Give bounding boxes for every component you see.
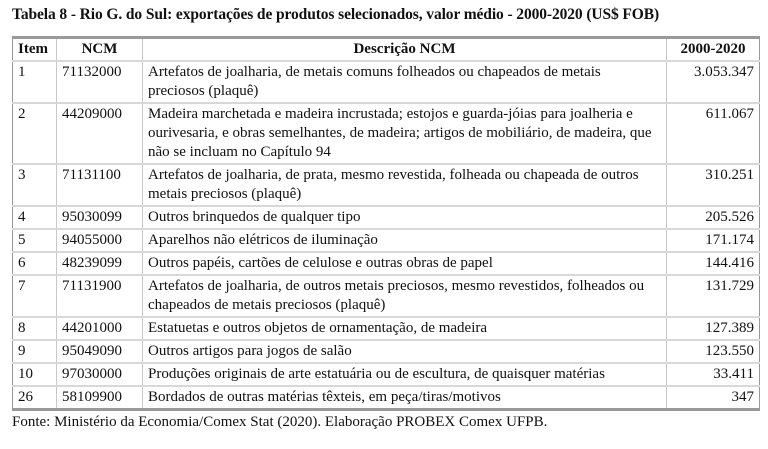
table-row (13, 103, 760, 164)
cell-ncm: 71131100 (57, 164, 143, 206)
header-value: 2000-2020 (667, 38, 760, 62)
cell-description: Outros papéis, cartões de celulose e outras obras de papel (143, 252, 667, 275)
cell-item: 7 (13, 275, 57, 317)
cell-item: 9 (13, 340, 57, 363)
table-row (13, 275, 760, 317)
cell-description: Outros brinquedos de qualquer tipo (143, 206, 667, 229)
cell-description: Aparelhos não elétricos de iluminação (143, 229, 667, 252)
cell-ncm: 95030099 (57, 206, 143, 229)
cell-description: Outros artigos para jogos de salão (143, 340, 667, 363)
table-row (13, 164, 760, 206)
header-ncm: NCM (57, 38, 143, 62)
cell-item: 10 (13, 363, 57, 386)
cell-ncm: 58109900 (57, 386, 143, 410)
cell-ncm: 97030000 (57, 363, 143, 386)
cell-item: 1 (13, 61, 57, 103)
table-row (13, 229, 760, 252)
table-row (13, 206, 760, 229)
cell-value: 33.411 (667, 363, 760, 386)
cell-value: 144.416 (667, 252, 760, 275)
table-row (13, 317, 760, 340)
cell-value: 127.389 (667, 317, 760, 340)
table-header-row (13, 38, 760, 62)
cell-ncm: 48239099 (57, 252, 143, 275)
table-row (13, 61, 760, 103)
cell-description: Artefatos de joalharia, de outros metais preciosos, mesmo revestidos, folheados ou chapeados de metais preciosos (plaquê) (143, 275, 667, 317)
cell-description: Bordados de outras matérias têxteis, em peça/tiras/motivos (143, 386, 667, 410)
cell-item: 5 (13, 229, 57, 252)
cell-item: 26 (13, 386, 57, 410)
cell-value: 611.067 (667, 103, 760, 164)
cell-item: 4 (13, 206, 57, 229)
cell-value: 3.053.347 (667, 61, 760, 103)
table-row (13, 386, 760, 410)
cell-description: Madeira marchetada e madeira incrustada; estojos e guarda-jóias para joalheria e ourivesaria, e obras semelhantes, de madeira; artigos de mobiliário, de madeira, que não se incluam no Capítulo 94 (143, 103, 667, 164)
cell-item: 6 (13, 252, 57, 275)
cell-ncm: 71131900 (57, 275, 143, 317)
cell-ncm: 71132000 (57, 61, 143, 103)
header-item: Item (13, 38, 57, 62)
cell-value: 131.729 (667, 275, 760, 317)
cell-item: 2 (13, 103, 57, 164)
cell-value: 347 (667, 386, 760, 410)
header-description: Descrição NCM (143, 38, 667, 62)
cell-item: 8 (13, 317, 57, 340)
table-row (13, 340, 760, 363)
table-title: Tabela 8 - Rio G. do Sul: exportações de produtos selecionados, valor médio - 2000-2020 (US$ FOB) (12, 6, 660, 23)
cell-description: Artefatos de joalharia, de prata, mesmo revestida, folheada ou chapeada de outros metais preciosos (plaquê) (143, 164, 667, 206)
cell-value: 171.174 (667, 229, 760, 252)
cell-ncm: 94055000 (57, 229, 143, 252)
cell-ncm: 44209000 (57, 103, 143, 164)
cell-description: Produções originais de arte estatuária ou de escultura, de quaisquer matérias (143, 363, 667, 386)
table-row (13, 252, 760, 275)
cell-ncm: 44201000 (57, 317, 143, 340)
table-row (13, 363, 760, 386)
cell-value: 205.526 (667, 206, 760, 229)
source-note: Fonte: Ministério da Economia/Comex Stat (2020). Elaboração PROBEX Comex UFPB. (12, 414, 548, 430)
exports-table (12, 36, 760, 411)
cell-description: Artefatos de joalharia, de metais comuns folheados ou chapeados de metais preciosos (plaquê) (143, 61, 667, 103)
cell-value: 123.550 (667, 340, 760, 363)
cell-description: Estatuetas e outros objetos de ornamentação, de madeira (143, 317, 667, 340)
cell-ncm: 95049090 (57, 340, 143, 363)
cell-value: 310.251 (667, 164, 760, 206)
cell-item: 3 (13, 164, 57, 206)
